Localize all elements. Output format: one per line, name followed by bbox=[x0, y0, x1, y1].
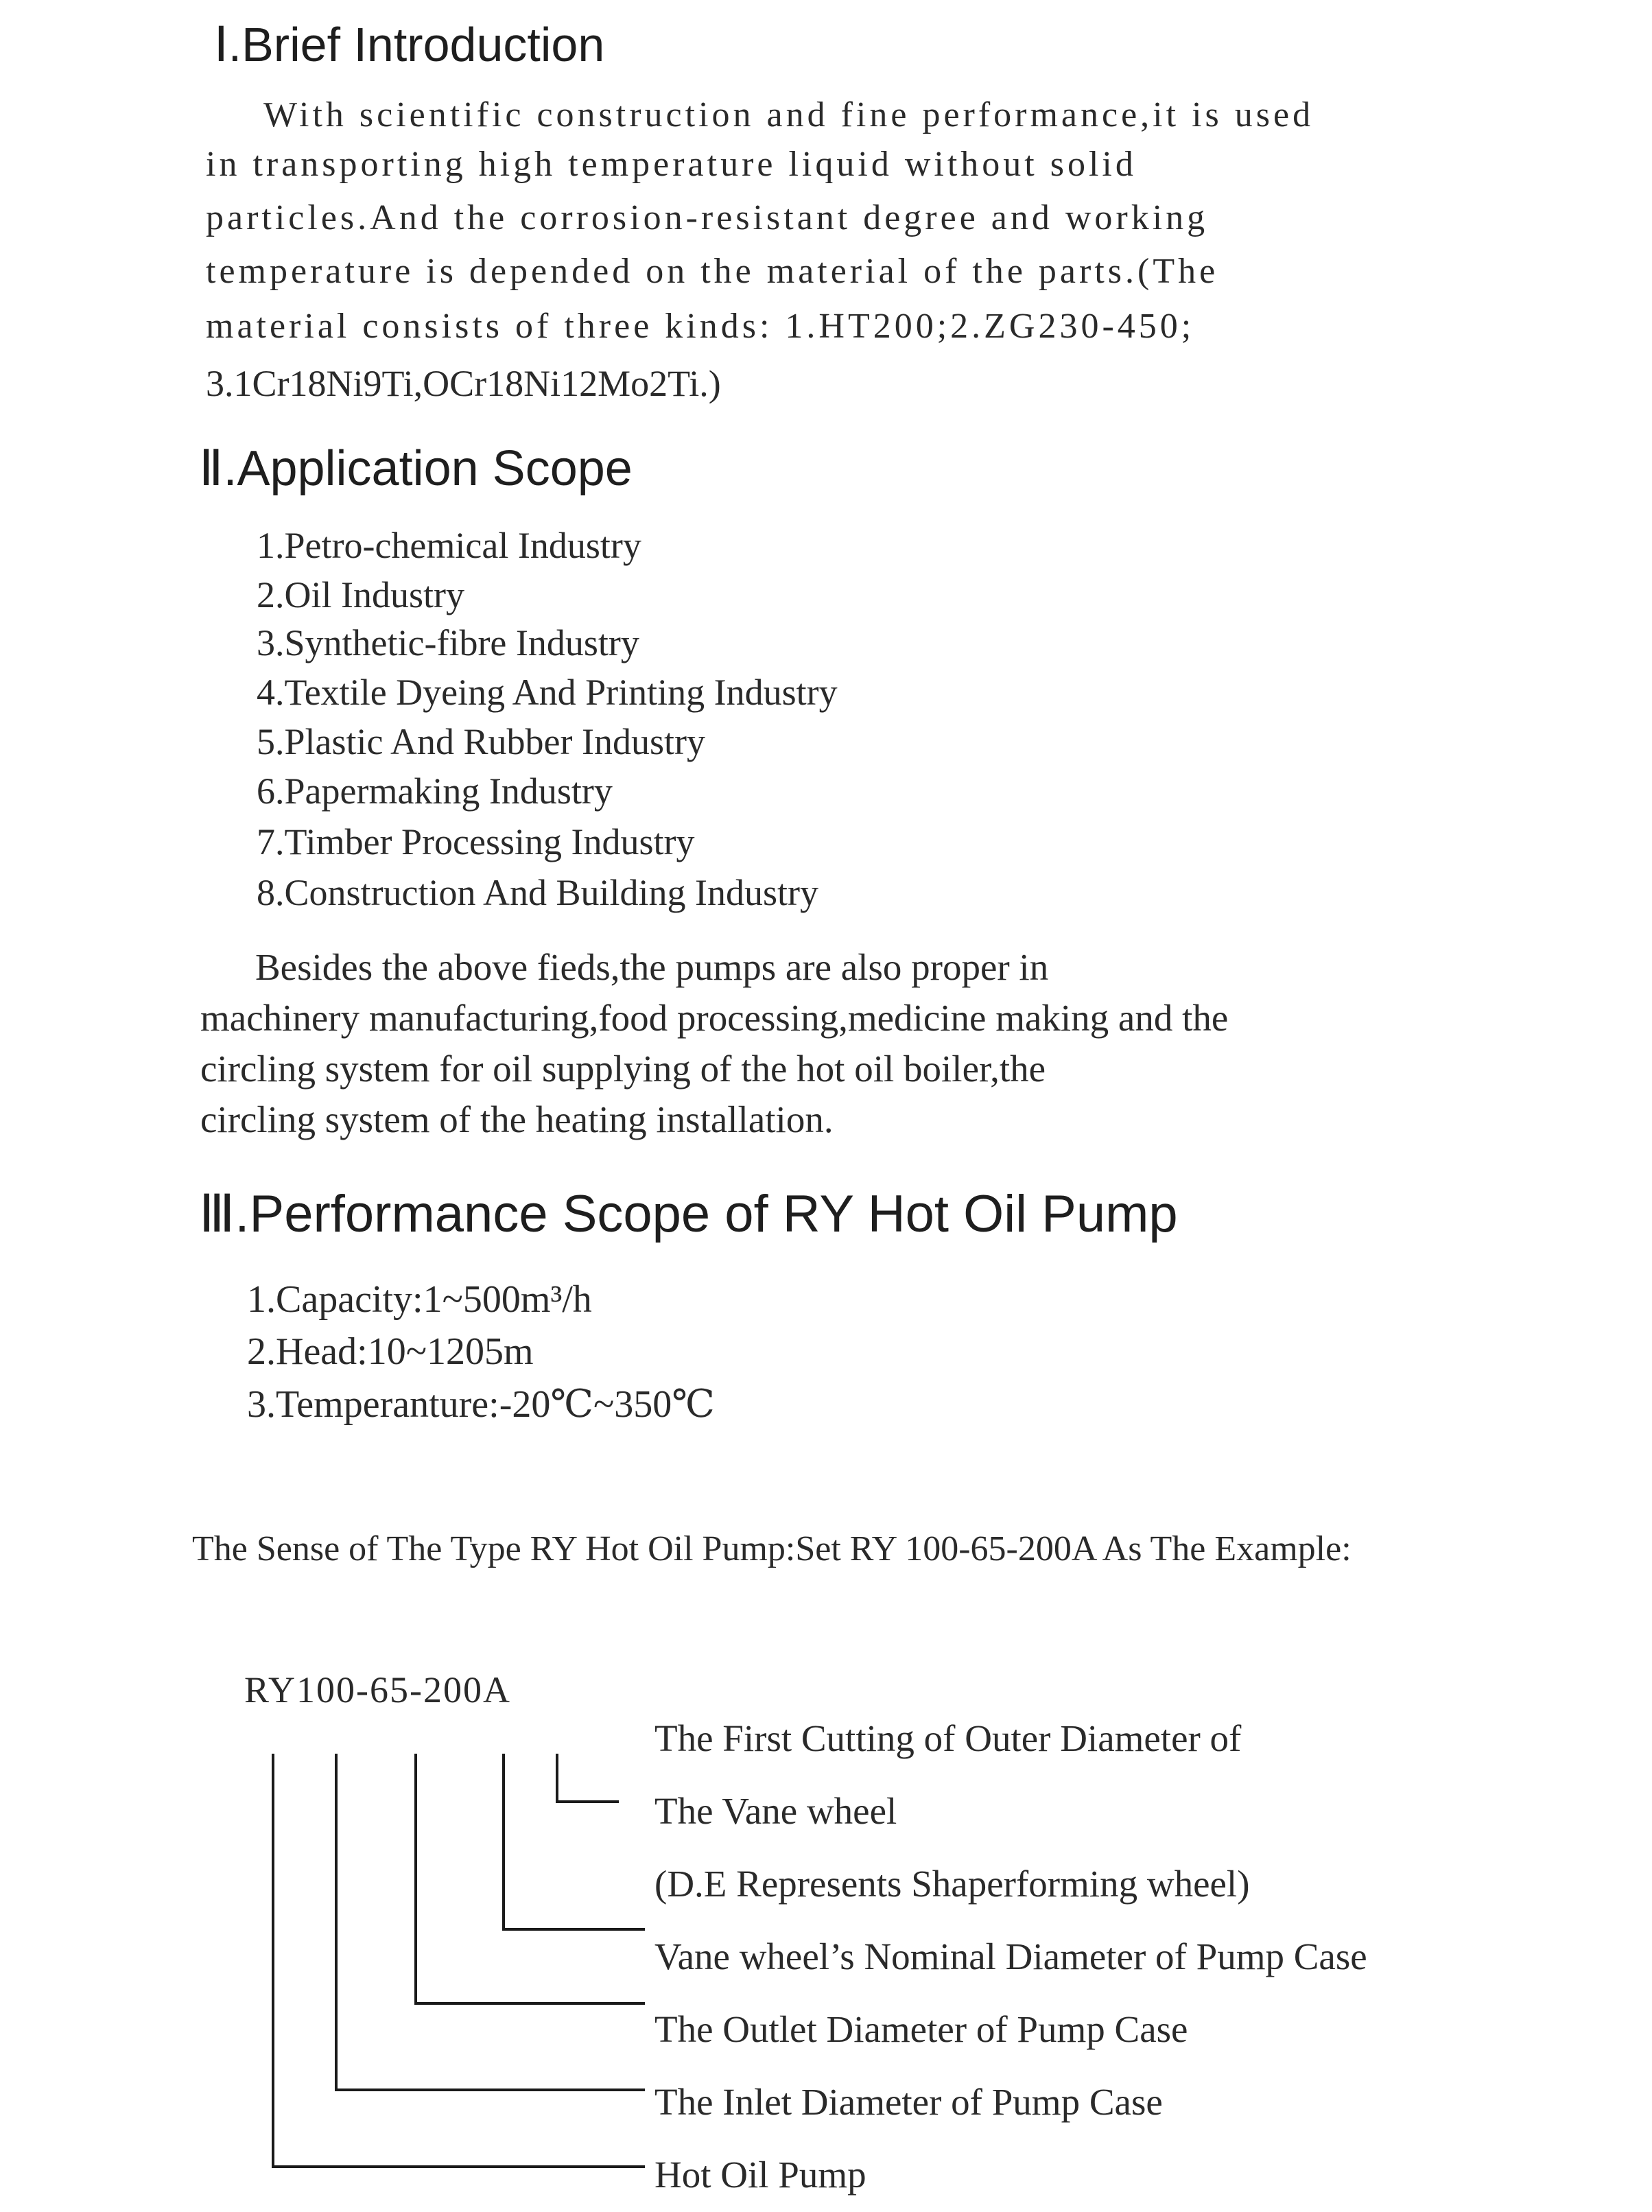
description-vane-wheel: The Vane wheel bbox=[654, 1790, 897, 1832]
intro-line: temperature is depended on the material of the parts.(The bbox=[206, 252, 1219, 291]
section-2-heading: Ⅱ.Application Scope bbox=[199, 441, 633, 496]
model-code: RY100-65-200A bbox=[244, 1669, 511, 1710]
besides-line: Besides the above fieds,the pumps are also proper in bbox=[255, 946, 1049, 988]
description-first-cutting: The First Cutting of Outer Diameter of bbox=[654, 1717, 1242, 1759]
intro-line: particles.And the corrosion-resistant degree and working bbox=[206, 198, 1209, 237]
performance-item: 3.Temperanture:-20℃~350℃ bbox=[247, 1383, 715, 1426]
application-item: 3.Synthetic-fibre Industry bbox=[257, 622, 639, 663]
description-nominal-diameter: Vane wheel’s Nominal Diameter of Pump Case bbox=[654, 1936, 1367, 1977]
type-sense-intro: The Sense of The Type RY Hot Oil Pump:Set RY 100-65-200A As The Example: bbox=[192, 1529, 1352, 1568]
performance-item: 2.Head:10~1205m bbox=[247, 1330, 534, 1373]
intro-line: material consists of three kinds: 1.HT200;2.ZG230-450; bbox=[206, 307, 1195, 346]
besides-line: circling system for oil supplying of the hot oil boiler,the bbox=[200, 1048, 1046, 1090]
application-item: 7.Timber Processing Industry bbox=[257, 821, 695, 862]
application-item: 1.Petro-chemical Industry bbox=[257, 525, 641, 566]
description-outlet-diameter: The Outlet Diameter of Pump Case bbox=[654, 2008, 1188, 2050]
section-1-heading: Ⅰ.Brief Introduction bbox=[214, 18, 605, 71]
performance-item: 1.Capacity:1~500m³/h bbox=[247, 1278, 592, 1321]
connector-line-outlet bbox=[416, 1754, 645, 2003]
section-3-heading: Ⅲ.Performance Scope of RY Hot Oil Pump bbox=[199, 1185, 1178, 1243]
intro-line: With scientific construction and fine performance,it is used bbox=[263, 95, 1314, 134]
connector-line-nominal-diameter bbox=[504, 1754, 645, 1929]
application-item: 5.Plastic And Rubber Industry bbox=[257, 721, 705, 762]
intro-line: 3.1Cr18Ni9Ti,OCr18Ni12Mo2Ti.) bbox=[206, 363, 721, 404]
besides-line: machinery manufacturing,food processing,medicine making and the bbox=[200, 997, 1229, 1039]
besides-line: circling system of the heating installation. bbox=[200, 1098, 834, 1140]
connector-line-inlet bbox=[336, 1754, 645, 2090]
description-hot-oil-pump: Hot Oil Pump bbox=[654, 2154, 866, 2196]
description-shaperforming: (D.E Represents Shaperforming wheel) bbox=[654, 1863, 1250, 1905]
application-item: 2.Oil Industry bbox=[257, 574, 464, 615]
description-inlet-diameter: The Inlet Diameter of Pump Case bbox=[654, 2081, 1163, 2123]
application-item: 4.Textile Dyeing And Printing Industry bbox=[257, 672, 838, 713]
connector-line-pump bbox=[273, 1754, 645, 2167]
application-item: 8.Construction And Building Industry bbox=[257, 872, 819, 913]
application-item: 6.Papermaking Industry bbox=[257, 770, 613, 812]
connector-line-cutting bbox=[557, 1754, 619, 1802]
intro-line: in transporting high temperature liquid without solid bbox=[206, 145, 1137, 184]
